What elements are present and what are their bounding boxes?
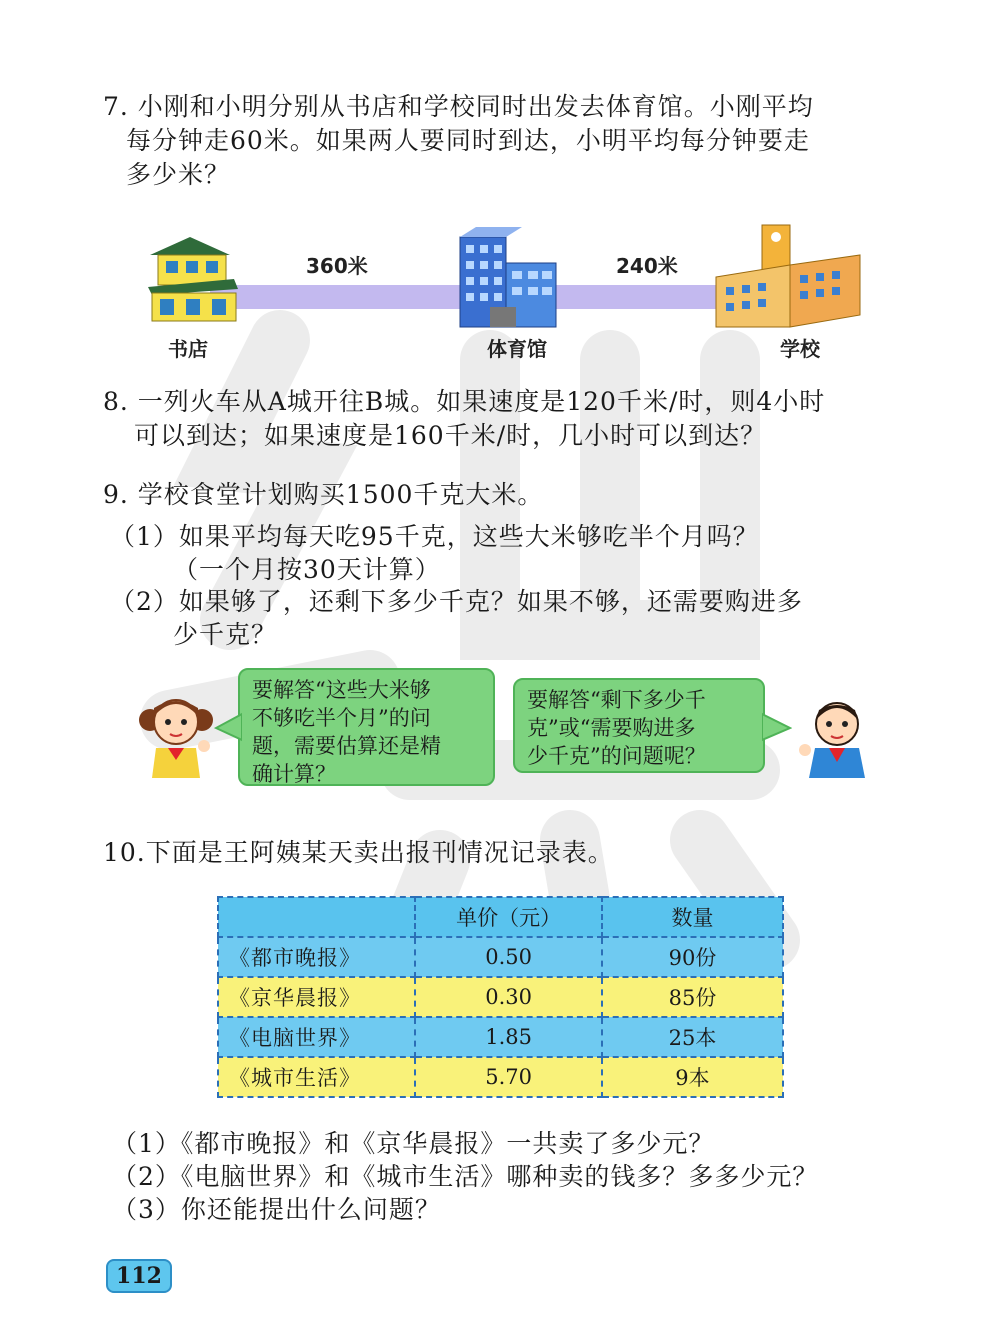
row-price: 5.70 (415, 1057, 602, 1097)
q7-line-3: 多少米？ (126, 160, 231, 189)
q7-line-2: 每分钟走60米。如果两人要同时到达，小明平均每分钟要走 (126, 126, 810, 155)
boy-character-illustration (795, 698, 875, 778)
q7-line-1: 7. 小刚和小明分别从书店和学校同时出发去体育馆。小刚平均 (103, 92, 814, 121)
girl-bubble-tail (214, 712, 242, 742)
page-number-badge: 112 (106, 1259, 172, 1293)
row-quantity: 25本 (602, 1017, 783, 1057)
label-gym: 体育馆 (487, 337, 547, 361)
girl-bubble-line-3: 题，需要估算还是精 (252, 734, 441, 758)
boy-bubble-tail (762, 712, 792, 742)
q9-sub1-line-2: （一个月按30天计算） (173, 555, 441, 584)
school-building (716, 225, 860, 327)
girl-bubble-line-2: 不够吃半个月”的问 (252, 706, 431, 730)
row-name: 《电脑世界》 (218, 1017, 415, 1057)
girl-bubble-line-1: 要解答“这些大米够 (252, 678, 431, 702)
q9-sub2-line-2: 少千克？ (173, 620, 278, 649)
table-header-blank (218, 897, 415, 937)
table-row (218, 977, 783, 1017)
gym-building (460, 227, 556, 327)
bookstore-building (148, 237, 238, 321)
table-row (218, 937, 783, 977)
q9-sub2-line-1: （2）如果够了，还剩下多少千克？如果不够，还需要购进多 (110, 587, 803, 616)
girl-speech-bubble (238, 668, 495, 786)
q10-question-3: （3）你还能提出什么问题？ (112, 1195, 441, 1224)
newspaper-sales-table (217, 896, 784, 1098)
row-price: 0.30 (415, 977, 602, 1017)
q8-line-1: 8. 一列火车从A城开往B城。如果速度是120千米/时，则4小时 (103, 387, 826, 416)
row-price: 0.50 (415, 937, 602, 977)
row-name: 《都市晚报》 (218, 937, 415, 977)
boy-speech-bubble (513, 678, 765, 773)
table-header-quantity: 数量 (602, 897, 783, 937)
q9-sub1-line-1: （1）如果平均每天吃95千克，这些大米够吃半个月吗？ (110, 522, 759, 551)
table-header-price: 单价（元） (415, 897, 602, 937)
q8-line-2: 可以到达；如果速度是160千米/时，几小时可以到达？ (134, 421, 767, 450)
boy-bubble-line-3: 少千克”的问题呢？ (527, 744, 706, 768)
distance-label-left: 360米 (306, 254, 368, 278)
distance-label-right: 240米 (616, 254, 678, 278)
q10-question-1: （1）《都市晚报》和《京华晨报》一共卖了多少元？ (112, 1129, 715, 1158)
row-name: 《京华晨报》 (218, 977, 415, 1017)
row-quantity: 90份 (602, 937, 783, 977)
table-row (218, 1017, 783, 1057)
row-quantity: 9本 (602, 1057, 783, 1097)
label-school: 学校 (780, 337, 820, 361)
route-diagram (130, 215, 890, 335)
row-name: 《城市生活》 (218, 1057, 415, 1097)
table-row (218, 1057, 783, 1097)
row-quantity: 85份 (602, 977, 783, 1017)
boy-bubble-line-2: 克”或“需要购进多 (527, 716, 696, 740)
row-price: 1.85 (415, 1017, 602, 1057)
girl-character-illustration (136, 690, 216, 780)
q10-title: 10.下面是王阿姨某天卖出报刊情况记录表。 (103, 838, 614, 867)
girl-bubble-line-4: 确计算？ (252, 762, 336, 786)
q9-title: 9. 学校食堂计划购买1500千克大米。 (103, 480, 544, 509)
table-header-row (218, 897, 783, 937)
label-bookstore: 书店 (168, 337, 208, 361)
boy-bubble-line-1: 要解答“剩下多少千 (527, 688, 706, 712)
q10-question-2: （2）《电脑世界》和《城市生活》哪种卖的钱多？多多少元？ (112, 1162, 819, 1191)
